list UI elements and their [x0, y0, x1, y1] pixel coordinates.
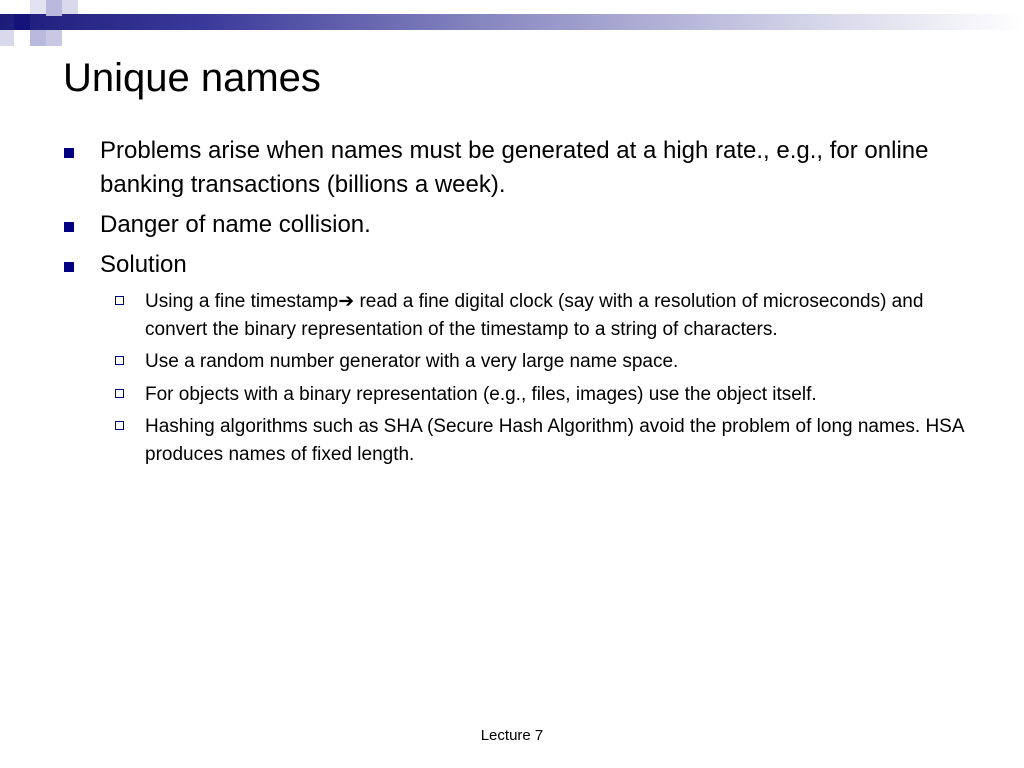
bullet-text: Solution — [100, 251, 187, 278]
sub-bullet-list — [60, 288, 970, 468]
sub-bullet-item — [60, 413, 970, 468]
decor-square — [46, 0, 62, 16]
square-bullet-icon — [64, 222, 74, 232]
slide-footer: Lecture 7 — [480, 727, 544, 744]
bullet-item — [60, 248, 970, 282]
bullet-item — [60, 208, 970, 242]
sub-bullet-item — [60, 348, 970, 376]
hollow-square-bullet-icon — [115, 356, 124, 365]
sub-bullet-text: Use a random number generator with a very large name space. — [145, 351, 679, 372]
decor-square — [14, 14, 30, 30]
sub-bullet-item — [60, 288, 970, 343]
decor-square — [46, 30, 62, 46]
sub-bullet-text: For objects with a binary representation (e.g., files, images) use the object itself. — [145, 383, 817, 405]
bullet-text: Danger of name collision. — [100, 211, 371, 238]
square-bullet-icon — [64, 148, 74, 158]
hollow-square-bullet-icon — [115, 296, 124, 305]
decor-square — [30, 0, 46, 14]
hollow-square-bullet-icon — [115, 421, 124, 430]
header-gradient-bar — [0, 14, 1024, 30]
bullet-list — [60, 134, 970, 473]
square-bullet-icon — [64, 262, 74, 272]
decor-square — [62, 0, 78, 14]
bullet-text: Problems arise when names must be generated at a high rate., e.g., for online banking transactions (billions a week). — [100, 137, 929, 198]
hollow-square-bullet-icon — [115, 389, 124, 398]
sub-bullet-text: Using a fine timestamp➔ read a fine digital clock (say with a resolution of microseconds) and convert the binary representation of the timestamp to a string of characters. — [145, 291, 924, 340]
decor-square — [30, 30, 46, 46]
sub-bullet-text: Hashing algorithms such as SHA (Secure Hash Algorithm) avoid the problem of long names. HSA produces names of fixed length. — [145, 416, 964, 465]
slide-title: Unique names — [63, 56, 321, 100]
sub-bullet-item — [60, 381, 970, 409]
decor-square — [0, 30, 14, 46]
bullet-item — [60, 134, 970, 202]
